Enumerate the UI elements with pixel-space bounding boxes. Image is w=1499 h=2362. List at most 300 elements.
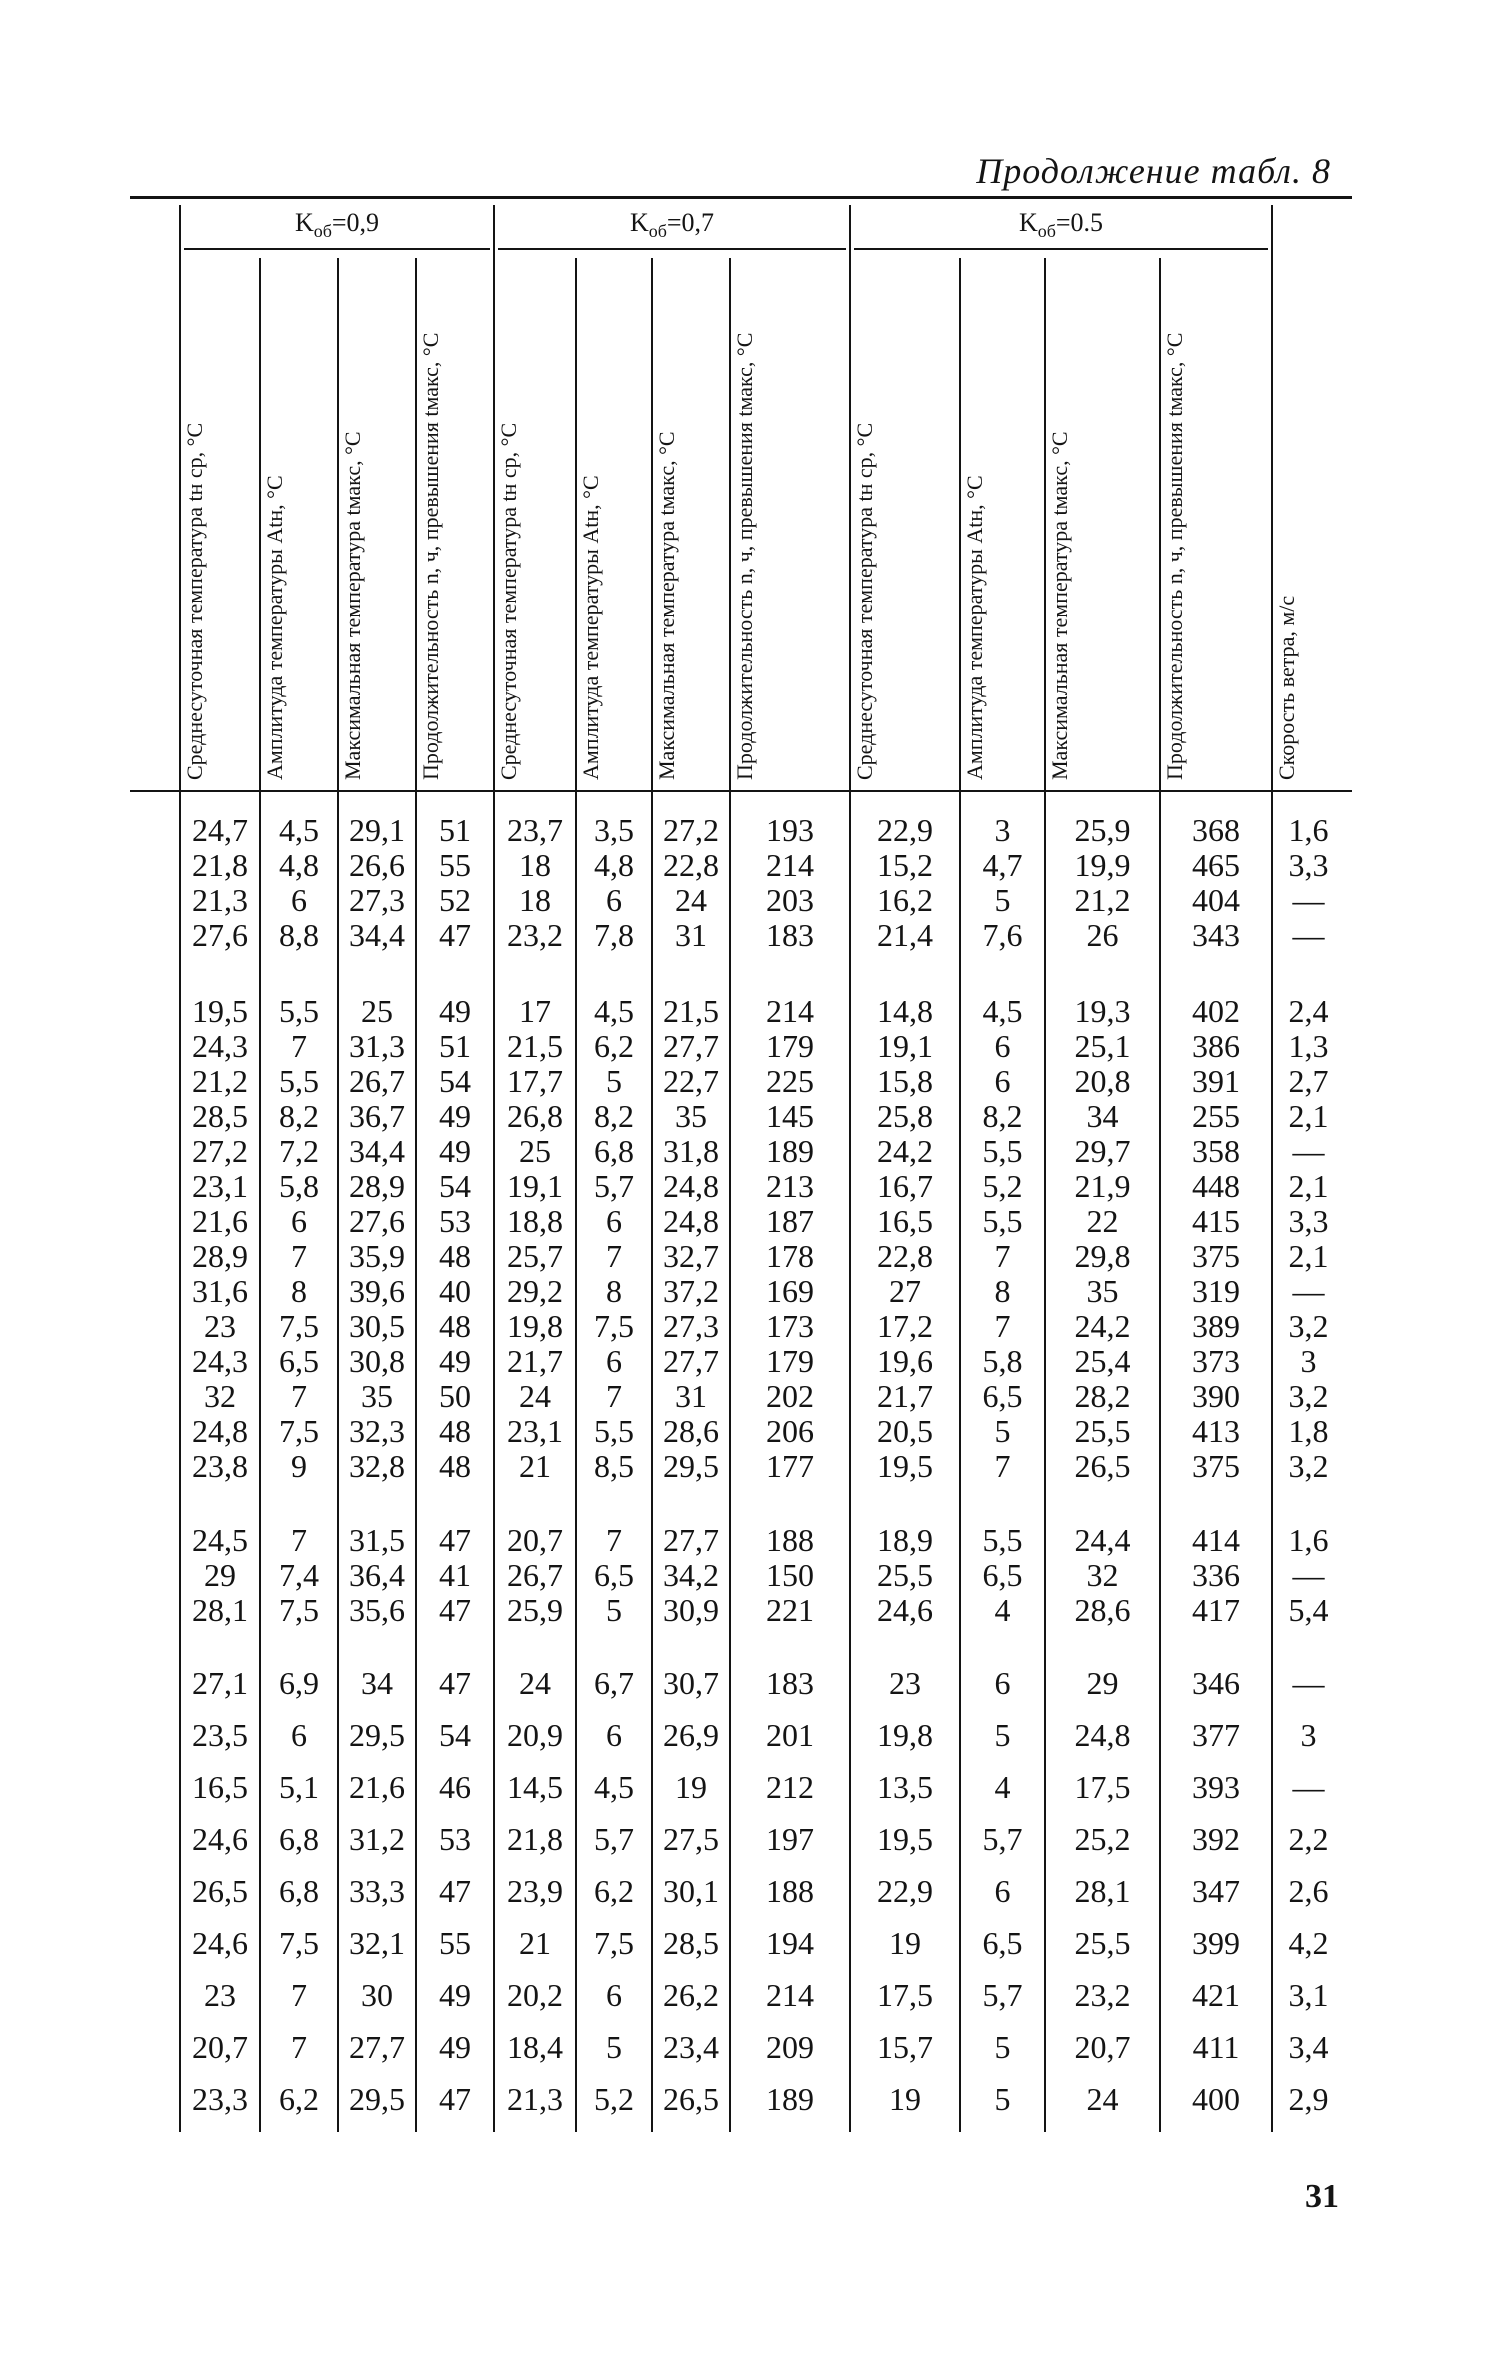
table-cell: 5,5 — [982, 1522, 1023, 1558]
table-cell: 21,4 — [877, 917, 933, 953]
table-cell: 27,1 — [192, 1665, 248, 1701]
table-cell: 24,7 — [192, 812, 248, 848]
table-cell: 5 — [994, 1717, 1011, 1753]
table-cell: 23,4 — [663, 2029, 719, 2065]
table-cell: 6,5 — [594, 1557, 634, 1593]
table-cell: 27,3 — [663, 1308, 719, 1344]
table-cell: 34,2 — [663, 1557, 719, 1593]
table-cell: 5,4 — [1288, 1592, 1329, 1628]
table-cell: 421 — [1192, 1977, 1240, 2013]
table-cell: 8,5 — [594, 1448, 634, 1484]
table-cell: 28,1 — [1074, 1873, 1131, 1909]
table-cell: 7 — [291, 2029, 307, 2065]
table-cell: 19,3 — [1074, 993, 1131, 1029]
table-cell: 25,4 — [1074, 1343, 1131, 1379]
table-cell: 54 — [439, 1168, 471, 1204]
table-cell: 400 — [1192, 2081, 1240, 2117]
table-cell: 188 — [766, 1522, 814, 1558]
table-cell: 24,6 — [192, 1821, 248, 1857]
table-cell: 35,9 — [349, 1238, 405, 1274]
table-cell: 5,1 — [279, 1769, 319, 1805]
table-cell: 26,5 — [1074, 1448, 1131, 1484]
table-cell: 413 — [1192, 1413, 1240, 1449]
table-cell: 194 — [766, 1925, 814, 1961]
group-k-symbol: K — [1018, 208, 1038, 237]
table-cell: 7,8 — [594, 917, 634, 953]
table-cell: 3 — [1300, 1717, 1317, 1753]
table-cell: 203 — [766, 882, 814, 918]
column-header-text: Амплитуда температуры Atн, °C — [578, 475, 603, 780]
table-cell: 7 — [291, 1977, 307, 2013]
table-cell: 7,2 — [279, 1133, 319, 1169]
column-header-7 — [652, 258, 730, 790]
column-header-text: Максимальная температура tмакс, °C — [654, 431, 679, 780]
table-cell: 18,9 — [877, 1522, 933, 1558]
table-cell: 6 — [994, 1665, 1011, 1701]
table-cell: 20,7 — [192, 2029, 248, 2065]
column-header-13 — [1272, 210, 1345, 790]
group-k-symbol: K — [294, 208, 314, 237]
column-header-9 — [850, 258, 960, 790]
table-cell: 2,1 — [1288, 1168, 1329, 1204]
table-cell: 3 — [994, 812, 1011, 848]
table-cell: 47 — [439, 917, 471, 953]
table-cell: 31,3 — [349, 1028, 405, 1064]
table-cell: 17,2 — [877, 1308, 933, 1344]
table-cell: 6 — [291, 882, 307, 918]
table-cell: 49 — [439, 993, 471, 1029]
table-cell: 29,5 — [349, 2081, 405, 2117]
table-cell: 49 — [439, 1098, 471, 1134]
table-cell: 30,5 — [349, 1308, 405, 1344]
table-cell: 27,2 — [192, 1133, 248, 1169]
table-cell: 177 — [766, 1448, 814, 1484]
table-cell: 23 — [889, 1665, 921, 1701]
table-cell: 5 — [994, 882, 1011, 918]
table-cell: 18,4 — [507, 2029, 563, 2065]
table-cell: 25,2 — [1074, 1821, 1131, 1857]
column-header-8 — [730, 258, 850, 790]
table-cell: 35 — [361, 1378, 393, 1414]
table-cell: 24,3 — [192, 1343, 248, 1379]
table-cell: 150 — [766, 1557, 814, 1593]
table-cell: 18,8 — [507, 1203, 563, 1239]
table-cell: 27 — [889, 1273, 921, 1309]
table-cell: 7,5 — [594, 1308, 634, 1344]
table-cell: 19,8 — [877, 1717, 933, 1753]
group-underline — [184, 248, 490, 250]
table-cell: 26,6 — [349, 847, 405, 883]
table-cell: 4,2 — [1288, 1925, 1329, 1961]
table-cell: 37,2 — [663, 1273, 719, 1309]
table-cell: 7 — [291, 1522, 307, 1558]
table-cell: 7 — [606, 1378, 622, 1414]
table-cell: 31,8 — [663, 1133, 719, 1169]
table-cell: 22,8 — [663, 847, 719, 883]
table-cell: 206 — [766, 1413, 814, 1449]
table-cell: 19 — [889, 1925, 921, 1961]
table-cell: 8 — [606, 1273, 622, 1309]
table-cell: 32 — [204, 1378, 236, 1414]
column-header-text: Амплитуда температуры Atн, °C — [962, 475, 987, 780]
table-cell: 27,5 — [663, 1821, 719, 1857]
table-cell: 225 — [766, 1063, 814, 1099]
table-cell: 24,2 — [877, 1133, 933, 1169]
table-cell: 187 — [766, 1203, 814, 1239]
table-cell: 7 — [994, 1308, 1011, 1344]
table-cell: 7,6 — [982, 917, 1023, 953]
table-cell: 21,7 — [507, 1343, 563, 1379]
table-cell: 3,2 — [1288, 1308, 1329, 1344]
table-cell: 5,5 — [982, 1203, 1023, 1239]
column-header-text: Среднесуточная температура tн ср, °C — [182, 422, 207, 780]
table-cell: 214 — [766, 993, 814, 1029]
table-cell: 7,5 — [594, 1925, 634, 1961]
table-cell: 6,8 — [279, 1821, 319, 1857]
table-cell: 2,1 — [1288, 1098, 1329, 1134]
table-cell: 358 — [1192, 1133, 1240, 1169]
table-cell: 24 — [675, 882, 707, 918]
table-cell: 29,1 — [349, 812, 405, 848]
table-cell: 24,4 — [1074, 1522, 1131, 1558]
table-cell: 25,8 — [877, 1098, 933, 1134]
table-cell: 402 — [1192, 993, 1240, 1029]
table-cell: 19 — [889, 2081, 921, 2117]
table-cell: — — [1292, 1769, 1325, 1805]
column-header-5 — [494, 258, 576, 790]
table-cell: 47 — [439, 1592, 471, 1628]
table-cell: 18 — [519, 882, 551, 918]
table-cell: 24,5 — [192, 1522, 248, 1558]
table-caption: Продолжение табл. 8 — [976, 151, 1331, 191]
table-cell: 23,7 — [507, 812, 563, 848]
table-cell: 23,3 — [192, 2081, 248, 2117]
group-k-subscript: об — [313, 221, 332, 242]
table-cell: 48 — [439, 1308, 471, 1344]
table-cell: 7 — [994, 1448, 1011, 1484]
table-cell: 17,7 — [507, 1063, 563, 1099]
table-cell: 23,8 — [192, 1448, 248, 1484]
table-cell: 51 — [439, 1028, 471, 1064]
table-cell: 26,9 — [663, 1717, 719, 1753]
table-cell: 24,6 — [192, 1925, 248, 1961]
table-cell: 2,9 — [1288, 2081, 1329, 2117]
table-cell: 30,9 — [663, 1592, 719, 1628]
table-cell: 5 — [606, 1592, 622, 1628]
table-cell: 54 — [439, 1063, 471, 1099]
table-cell: 7 — [606, 1238, 622, 1274]
table-cell: 202 — [766, 1378, 814, 1414]
table-cell: 24 — [519, 1665, 551, 1701]
table-cell: 23,9 — [507, 1873, 563, 1909]
table-cell: 26,5 — [663, 2081, 719, 2117]
table-cell: 7,5 — [279, 1413, 319, 1449]
table-cell: 1,6 — [1288, 1522, 1329, 1558]
table-cell: 24,6 — [877, 1592, 933, 1628]
table-cell: 417 — [1192, 1592, 1240, 1628]
table-cell: 8,8 — [279, 917, 319, 953]
table-cell: 31,2 — [349, 1821, 405, 1857]
table-cell: 4,8 — [279, 847, 319, 883]
table-cell: 4 — [994, 1769, 1011, 1805]
table-cell: 47 — [439, 1522, 471, 1558]
group-k-subscript: об — [648, 221, 667, 242]
table-cell: 34,4 — [349, 917, 405, 953]
table-cell: 193 — [766, 812, 814, 848]
table-cell: 6 — [606, 882, 622, 918]
table-cell: 27,6 — [192, 917, 248, 953]
table-cell: 8,2 — [982, 1098, 1023, 1134]
table-cell: 3,3 — [1288, 847, 1329, 883]
table-cell: 3,4 — [1288, 2029, 1329, 2065]
group-label-3 — [850, 208, 1272, 242]
table-cell: 22,9 — [877, 1873, 933, 1909]
table-cell: 30 — [361, 1977, 393, 2013]
column-header-6 — [576, 258, 652, 790]
table-cell: 20,7 — [507, 1522, 563, 1558]
table-cell: 28,5 — [192, 1098, 248, 1134]
table-cell: 213 — [766, 1168, 814, 1204]
table-cell: 24,8 — [663, 1203, 719, 1239]
table-cell: 368 — [1192, 812, 1240, 848]
table-cell: 214 — [766, 847, 814, 883]
top-rule — [130, 196, 1352, 199]
table-cell: 25,9 — [1074, 812, 1131, 848]
table-cell: 22,9 — [877, 812, 933, 848]
table-cell: 4 — [994, 1592, 1011, 1628]
group-k-value: =0.5 — [1055, 208, 1104, 237]
table-cell: 24,8 — [663, 1168, 719, 1204]
table-cell: 8,2 — [594, 1098, 634, 1134]
table-cell: 7 — [291, 1238, 307, 1274]
table-cell: 393 — [1192, 1769, 1240, 1805]
table-cell: 5,7 — [982, 1977, 1023, 2013]
table-cell: 5,2 — [594, 2081, 634, 2117]
table-cell: 34,4 — [349, 1133, 405, 1169]
table-cell: 1,8 — [1288, 1413, 1329, 1449]
table-cell: 2,6 — [1288, 1873, 1329, 1909]
table-cell: 19,9 — [1074, 847, 1131, 883]
column-header-text: Продолжительность n, ч, превышения tмакс, °C — [1162, 332, 1187, 780]
table-cell: 392 — [1192, 1821, 1240, 1857]
table-cell: 189 — [766, 2081, 814, 2117]
table-cell: 346 — [1192, 1665, 1240, 1701]
column-header-text: Среднесуточная температура tн ср, °C — [496, 422, 521, 780]
table-cell: 6 — [291, 1717, 307, 1753]
table-cell: 40 — [439, 1273, 471, 1309]
table-cell: 29,2 — [507, 1273, 563, 1309]
group-underline — [498, 248, 846, 250]
table-cell: 35 — [1086, 1273, 1119, 1309]
table-cell: 41 — [439, 1557, 471, 1593]
table-cell: 5,2 — [982, 1168, 1023, 1204]
table-cell: 5,5 — [594, 1413, 634, 1449]
column-header-text: Амплитуда температуры Atн, °C — [262, 475, 287, 780]
table-cell: 27,7 — [663, 1343, 719, 1379]
table-cell: 179 — [766, 1028, 814, 1064]
table-cell: 5,5 — [982, 1133, 1023, 1169]
table-cell: 212 — [766, 1769, 814, 1805]
table-cell: 189 — [766, 1133, 814, 1169]
table-cell: 465 — [1192, 847, 1240, 883]
table-cell: 6 — [994, 1063, 1011, 1099]
column-header-text: Продолжительность n, ч, превышения tмакс, °C — [732, 332, 757, 780]
table-cell: 35,6 — [349, 1592, 405, 1628]
table-cell: 25 — [519, 1133, 551, 1169]
table-cell: 21,2 — [192, 1063, 248, 1099]
table-cell: 29 — [1086, 1665, 1119, 1701]
table-cell: 19,5 — [192, 993, 248, 1029]
table-cell: 5 — [606, 1063, 622, 1099]
table-cell: 221 — [766, 1592, 814, 1628]
group-k-subscript: об — [1037, 221, 1056, 242]
table-cell: 36,7 — [349, 1098, 405, 1134]
table-cell: 4,7 — [982, 847, 1023, 883]
table-cell: 29,7 — [1074, 1133, 1131, 1169]
page-number: 31 — [1305, 2178, 1339, 2215]
table-cell: 6 — [606, 1717, 622, 1753]
table-cell: 25,9 — [507, 1592, 563, 1628]
table-cell: 3,3 — [1288, 1203, 1329, 1239]
column-header-1 — [180, 258, 260, 790]
table-cell: 411 — [1192, 2029, 1240, 2065]
table-cell: 21,7 — [877, 1378, 933, 1414]
table-cell: 3,2 — [1288, 1378, 1329, 1414]
table-cell: 14,8 — [877, 993, 933, 1029]
table-cell: 24,3 — [192, 1028, 248, 1064]
table-cell: 21,8 — [507, 1821, 563, 1857]
table-cell: 14,5 — [507, 1769, 563, 1805]
table-cell: 2,7 — [1288, 1063, 1329, 1099]
table-cell: 19,1 — [507, 1168, 563, 1204]
table-cell: 6,8 — [279, 1873, 319, 1909]
table-cell: 25,7 — [507, 1238, 563, 1274]
table-cell: 6 — [606, 1977, 622, 2013]
table-cell: 9 — [291, 1448, 307, 1484]
table-cell: 169 — [766, 1273, 814, 1309]
table-cell: 391 — [1192, 1063, 1240, 1099]
table-cell: 7 — [994, 1238, 1011, 1274]
table-cell: 5,5 — [279, 993, 319, 1029]
table-cell: 33,3 — [349, 1873, 405, 1909]
table-cell: 386 — [1192, 1028, 1240, 1064]
table-cell: 5 — [606, 2029, 622, 2065]
table-cell: 31,5 — [349, 1522, 405, 1558]
table-cell: 31 — [675, 917, 707, 953]
table-cell: 26,5 — [192, 1873, 248, 1909]
table-cell: 188 — [766, 1873, 814, 1909]
table-cell: 23,2 — [507, 917, 563, 953]
table-cell: 16,7 — [877, 1168, 933, 1204]
table-cell: 25,5 — [1074, 1925, 1131, 1961]
group-label-2 — [494, 208, 850, 242]
table-cell: 29,5 — [663, 1448, 719, 1484]
table-cell: 6,9 — [279, 1665, 319, 1701]
table-cell: 6,2 — [594, 1028, 634, 1064]
table-cell: 31,6 — [192, 1273, 248, 1309]
table-cell: 25 — [361, 993, 393, 1029]
table-cell: 6,5 — [982, 1925, 1023, 1961]
table-cell: 6,8 — [594, 1133, 634, 1169]
table-cell: 24,8 — [1074, 1717, 1131, 1753]
table-cell: 23,1 — [192, 1168, 248, 1204]
table-cell: 27,3 — [349, 882, 405, 918]
table-cell: 8,2 — [279, 1098, 319, 1134]
table-cell: 18 — [519, 847, 551, 883]
table-cell: 6,7 — [594, 1665, 634, 1701]
column-header-11 — [1045, 258, 1160, 790]
table-cell: 21,6 — [192, 1203, 248, 1239]
table-cell: 4,5 — [982, 993, 1023, 1029]
table-cell: 15,2 — [877, 847, 933, 883]
table-cell: 6,2 — [594, 1873, 634, 1909]
table-cell: 377 — [1192, 1717, 1240, 1753]
column-header-10 — [960, 258, 1045, 790]
column-header-text: Максимальная температура tмакс, °C — [1047, 431, 1072, 780]
table-cell: 28,2 — [1074, 1378, 1131, 1414]
table-cell: 5,7 — [594, 1168, 634, 1204]
table-cell: 47 — [439, 1665, 471, 1701]
table-cell: 28,9 — [349, 1168, 405, 1204]
table-cell: 30,7 — [663, 1665, 719, 1701]
table-cell: 4,5 — [594, 993, 634, 1029]
table-cell: 29,5 — [349, 1717, 405, 1753]
table-cell: 32,3 — [349, 1413, 405, 1449]
table-cell: 2,4 — [1288, 993, 1329, 1029]
table-cell: 28,6 — [663, 1413, 719, 1449]
table-cell: 16,5 — [877, 1203, 933, 1239]
table-cell: 373 — [1192, 1343, 1240, 1379]
table-cell: 4,5 — [279, 812, 319, 848]
table-cell: 24,2 — [1074, 1308, 1131, 1344]
table-cell: 26,2 — [663, 1977, 719, 2013]
table-cell: 55 — [439, 1925, 471, 1961]
table-cell: 23,2 — [1074, 1977, 1131, 2013]
table-cell: — — [1292, 917, 1325, 953]
column-header-12 — [1160, 258, 1272, 790]
table-cell: 336 — [1192, 1557, 1240, 1593]
table-cell: 30,1 — [663, 1873, 719, 1909]
table-cell: 29,8 — [1074, 1238, 1131, 1274]
table-cell: 1,3 — [1288, 1028, 1329, 1064]
table-cell: 183 — [766, 1665, 814, 1701]
table-cell: 16,2 — [877, 882, 933, 918]
table-cell: 48 — [439, 1448, 471, 1484]
table-cell: 48 — [439, 1238, 471, 1274]
table-cell: 21,2 — [1074, 882, 1131, 918]
table-cell: 21,3 — [507, 2081, 563, 2117]
table-cell: 28,9 — [192, 1238, 248, 1274]
table-cell: 27,6 — [349, 1203, 405, 1239]
column-header-3 — [338, 258, 416, 790]
table-cell: 414 — [1192, 1522, 1240, 1558]
table-cell: 19,1 — [877, 1028, 933, 1064]
table-cell: 17,5 — [877, 1977, 933, 2013]
table-cell: 25,5 — [877, 1557, 933, 1593]
table-cell: 5 — [994, 1413, 1011, 1449]
table-cell: 20,7 — [1074, 2029, 1131, 2065]
table-cell: 21,5 — [507, 1028, 563, 1064]
table-cell: 7 — [291, 1378, 307, 1414]
table-cell: 34 — [1086, 1098, 1119, 1134]
table-cell: 15,7 — [877, 2029, 933, 2065]
table-cell: 6 — [606, 1343, 622, 1379]
table-cell: 26,8 — [507, 1098, 563, 1134]
table-cell: 34 — [361, 1665, 393, 1701]
table-cell: 19,6 — [877, 1343, 933, 1379]
group-underline — [854, 248, 1268, 250]
table-cell: 5,7 — [594, 1821, 634, 1857]
